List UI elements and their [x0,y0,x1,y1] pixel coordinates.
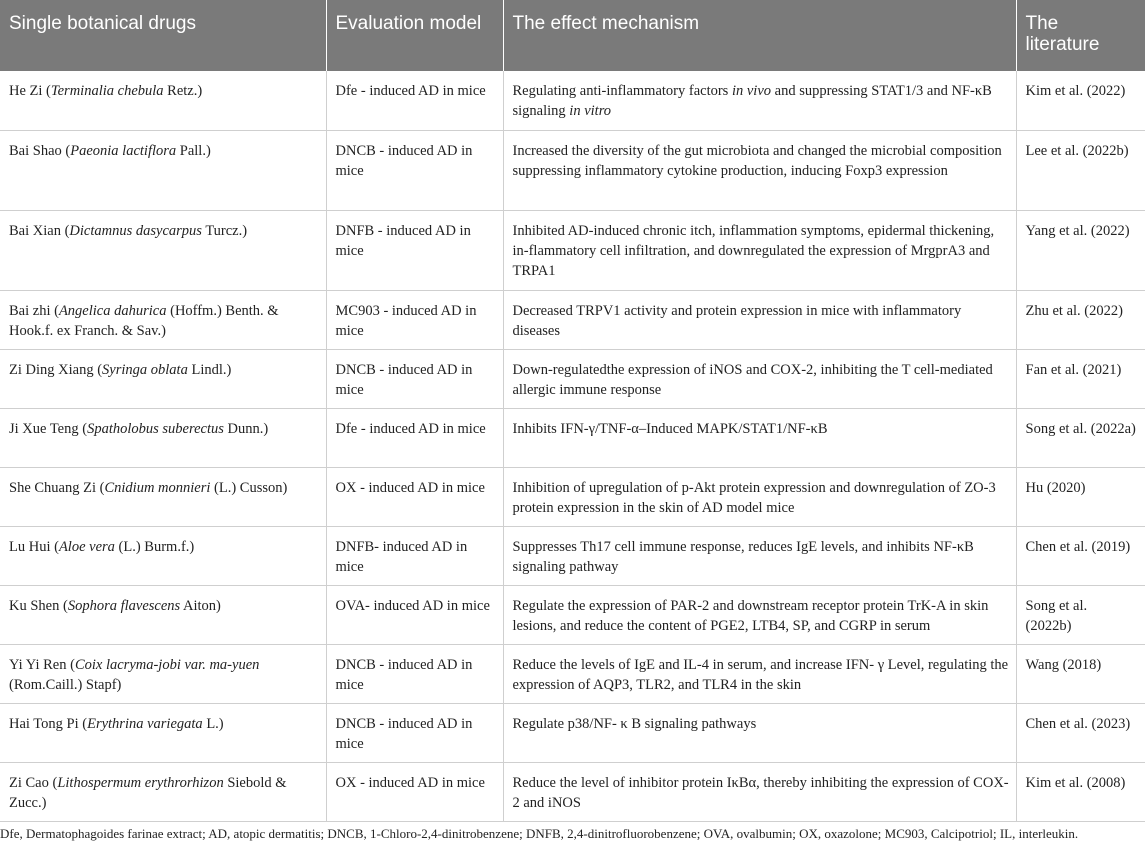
table-row [0,349,1145,408]
literature-cell: Song et al. (2022a) [1016,408,1145,467]
table-header-row [0,0,1145,71]
effect-mechanism-cell: Down-regulatedthe expression of iNOS and COX-2, inhibiting the T cell-mediated allergic immune response [503,349,1016,408]
drug-name-cell: He Zi (Terminalia chebula Retz.) [0,71,326,130]
evaluation-model-cell: DNCB - induced AD in mice [326,703,503,762]
table-row [0,644,1145,703]
table-row [0,210,1145,290]
table-row [0,762,1145,821]
effect-mechanism-cell: Suppresses Th17 cell immune response, reduces IgE levels, and inhibits NF-κB signaling pathway [503,526,1016,585]
drug-name-cell: Bai Xian (Dictamnus dasycarpus Turcz.) [0,210,326,290]
literature-cell: Wang (2018) [1016,644,1145,703]
literature-cell: Yang et al. (2022) [1016,210,1145,290]
effect-mechanism-cell: Inhibition of upregulation of p-Akt protein expression and downregulation of ZO-3 protein expression in the skin of AD model mice [503,467,1016,526]
drug-name-cell: Zi Cao (Lithospermum erythrorhizon Siebold & Zucc.) [0,762,326,821]
effect-mechanism-cell: Reduce the levels of IgE and IL-4 in serum, and increase IFN- γ Level, regulating the expression of AQP3, TLR2, and TLR4 in the skin [503,644,1016,703]
literature-cell: Lee et al. (2022b) [1016,130,1145,210]
literature-cell: Song et al. (2022b) [1016,585,1145,644]
evaluation-model-cell: Dfe - induced AD in mice [326,71,503,130]
effect-mechanism-cell: Increased the diversity of the gut microbiota and changed the microbial composition suppressing inflammatory cytokine production, inducing Foxp3 expression [503,130,1016,210]
table-row [0,71,1145,130]
drug-name-cell: She Chuang Zi (Cnidium monnieri (L.) Cusson) [0,467,326,526]
table-row [0,130,1145,210]
literature-cell: Kim et al. (2008) [1016,762,1145,821]
table-row [0,290,1145,349]
drug-name-cell: Bai zhi (Angelica dahurica (Hoffm.) Benth. & Hook.f. ex Franch. & Sav.) [0,290,326,349]
evaluation-model-cell: OVA- induced AD in mice [326,585,503,644]
drug-name-cell: Lu Hui (Aloe vera (L.) Burm.f.) [0,526,326,585]
effect-mechanism-cell: Reduce the level of inhibitor protein IκBα, thereby inhibiting the expression of COX-2 and iNOS [503,762,1016,821]
evaluation-model-cell: DNFB - induced AD in mice [326,210,503,290]
table-footnote: Dfe, Dermatophagoides farinae extract; AD, atopic dermatitis; DNCB, 1-Chloro-2,4-dinitrobenzene; DNFB, 2,4-dinitrofluorobenzene; OVA, ovalbumin; OX, oxazolone; MC903, Calcipotriol; IL, interleukin. [0,826,1079,841]
literature-cell: Hu (2020) [1016,467,1145,526]
literature-cell: Fan et al. (2021) [1016,349,1145,408]
evaluation-model-cell: OX - induced AD in mice [326,762,503,821]
drug-name-cell: Zi Ding Xiang (Syringa oblata Lindl.) [0,349,326,408]
effect-mechanism-cell: Regulate p38/NF- κ B signaling pathways [503,703,1016,762]
effect-mechanism-cell: Inhibits IFN-γ/TNF-α–Induced MAPK/STAT1/NF-κB [503,408,1016,467]
evaluation-model-cell: OX - induced AD in mice [326,467,503,526]
effect-mechanism-cell: Regulating anti-inflammatory factors in vivo and suppressing STAT1/3 and NF-κB signaling in vitro [503,71,1016,130]
header-evaluation-model: Evaluation model [326,0,503,71]
literature-cell: Zhu et al. (2022) [1016,290,1145,349]
table-row [0,703,1145,762]
evaluation-model-cell: DNCB - induced AD in mice [326,130,503,210]
effect-mechanism-cell: Decreased TRPV1 activity and protein expression in mice with inflammatory diseases [503,290,1016,349]
literature-cell: Chen et al. (2023) [1016,703,1145,762]
header-single-botanical-drugs: Single botanical drugs [9,13,196,34]
literature-cell: Chen et al. (2019) [1016,526,1145,585]
evaluation-model-cell: DNFB- induced AD in mice [326,526,503,585]
table-row [0,585,1145,644]
table-row [0,467,1145,526]
drug-name-cell: Bai Shao (Paeonia lactiflora Pall.) [0,130,326,210]
evaluation-model-cell: MC903 - induced AD in mice [326,290,503,349]
drug-name-cell: Yi Yi Ren (Coix lacryma-jobi var. ma-yuen (Rom.Caill.) Stapf) [0,644,326,703]
table-row [0,408,1145,467]
header-effect-mechanism: The effect mechanism [503,0,1016,71]
effect-mechanism-cell: Inhibited AD-induced chronic itch, inflammation symptoms, epidermal thickening, in-flammatory cell infiltration, and downregulated the expression of MrgprA3 and TRPA1 [503,210,1016,290]
table-row [0,526,1145,585]
literature-cell: Kim et al. (2022) [1016,71,1145,130]
evaluation-model-cell: DNCB - induced AD in mice [326,349,503,408]
evaluation-model-cell: Dfe - induced AD in mice [326,408,503,467]
effect-mechanism-cell: Regulate the expression of PAR-2 and downstream receptor protein TrK-A in skin lesions, and reduce the content of PGE2, LTB4, SP, and CGRP in serum [503,585,1016,644]
header-literature: The literature [1016,0,1145,71]
drug-name-cell: Hai Tong Pi (Erythrina variegata L.) [0,703,326,762]
drug-name-cell: Ku Shen (Sophora flavescens Aiton) [0,585,326,644]
drug-name-cell: Ji Xue Teng (Spatholobus suberectus Dunn.) [0,408,326,467]
evaluation-model-cell: DNCB - induced AD in mice [326,644,503,703]
